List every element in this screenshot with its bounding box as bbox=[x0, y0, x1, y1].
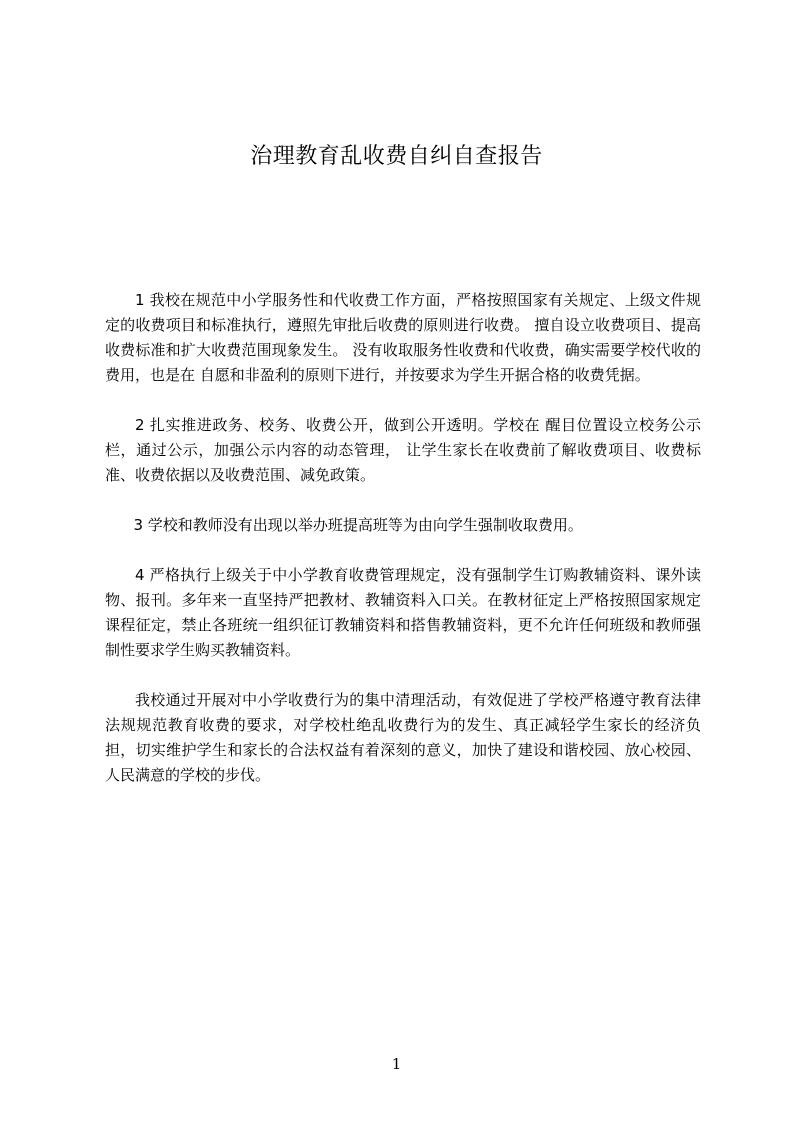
paragraph-4: 4 严格执行上级关于中小学教育收费管理规定，没有强制学生订购教辅资料、课外读物、报刊。多年来一直坚持严把教材、教辅资料入口关。在教材征定上严格按照国家规定课程征定，禁止各班统一组织征订教辅资料和搭售教辅资料，更不允许任何班级和教师强制性要求学生购买教辅资料。 bbox=[105, 566, 701, 659]
document-body bbox=[105, 288, 701, 813]
paragraph-3: 3 学校和教师没有出现以举办班提高班等为由向学生强制收取费用。 bbox=[133, 516, 583, 534]
document-title: 治理教育乱收费自纠自查报告 bbox=[250, 144, 543, 169]
paragraph-2: 2 扎实推进政务、校务、收费公开，做到公开透明。学校在 醒目位置设立校务公示栏，通过公示，加强公示内容的动态管理， 让学生家长在收费前了解收费项目、收费标准、收费依据以及收费范围、减免政策。 bbox=[105, 416, 701, 484]
paragraph-5: 我校通过开展对中小学收费行为的集中清理活动，有效促进了学校严格遵守教育法律法规规范教育收费的要求，对学校杜绝乱收费行为的发生、真正减轻学生家长的经济负担，切实维护学生和家长的合法权益有着深刻的意义，加快了建设和谐校园、放心校园、 人民满意的学校的步伐。 bbox=[105, 691, 701, 784]
paragraph-1: 1 我校在规范中小学服务性和代收费工作方面，严格按照国家有关规定、上级文件规定的收费项目和标准执行，遵照先审批后收费的原则进行收费。 擅自设立收费项目、提高收费标准和扩大收费范围现象发生。 没有收取服务性收费和代收费，确实需要学校代收的费用，也是在 自愿和非盈利的原则下进行，并按要求为学生开据合格的收费凭据。 bbox=[105, 291, 701, 384]
page-number: 1 bbox=[391, 1055, 402, 1073]
